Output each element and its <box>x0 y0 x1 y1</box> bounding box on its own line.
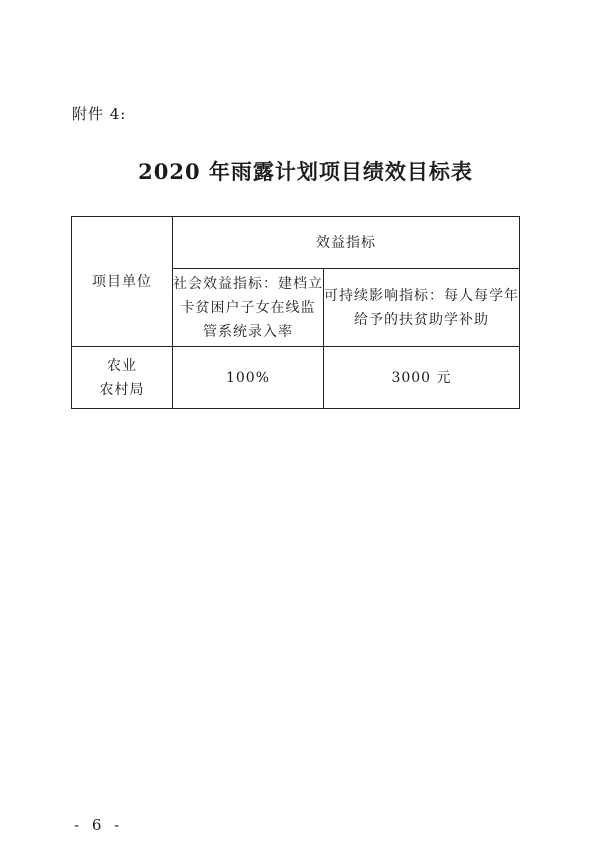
attachment-label: 附件 4: <box>72 105 127 123</box>
sustain-indicator-line: 可持续影响指标：每人每学年 <box>324 287 519 304</box>
unit-line: 农村局 <box>99 381 145 398</box>
benefit-header-text: 效益指标 <box>316 234 376 251</box>
benefit-header-cell <box>173 217 520 269</box>
social-indicator-line: 管系统录入率 <box>203 323 293 340</box>
sustain-indicator-cell <box>324 269 520 347</box>
sustain-indicator-line: 给予的扶贫助学补助 <box>354 311 489 328</box>
sustain-value-cell <box>324 347 520 409</box>
sustain-value: 3000 元 <box>391 369 452 386</box>
unit-header-cell <box>72 217 173 347</box>
social-value: 100% <box>225 369 271 386</box>
unit-line: 农业 <box>107 357 137 374</box>
social-indicator-line: 社会效益指标：建档立 <box>173 275 323 292</box>
social-indicator-line: 卡贫困户子女在线监 <box>180 299 316 316</box>
unit-cell <box>72 347 173 409</box>
page-number: - 6 - <box>74 816 124 834</box>
unit-header-text: 项目单位 <box>92 273 152 290</box>
performance-goals-table <box>71 216 520 409</box>
page-title: 2020 年雨露计划项目绩效目标表 <box>138 159 473 184</box>
social-indicator-cell <box>173 269 324 347</box>
table-row <box>72 347 520 409</box>
social-value-cell <box>173 347 324 409</box>
table-header-row <box>72 217 520 269</box>
